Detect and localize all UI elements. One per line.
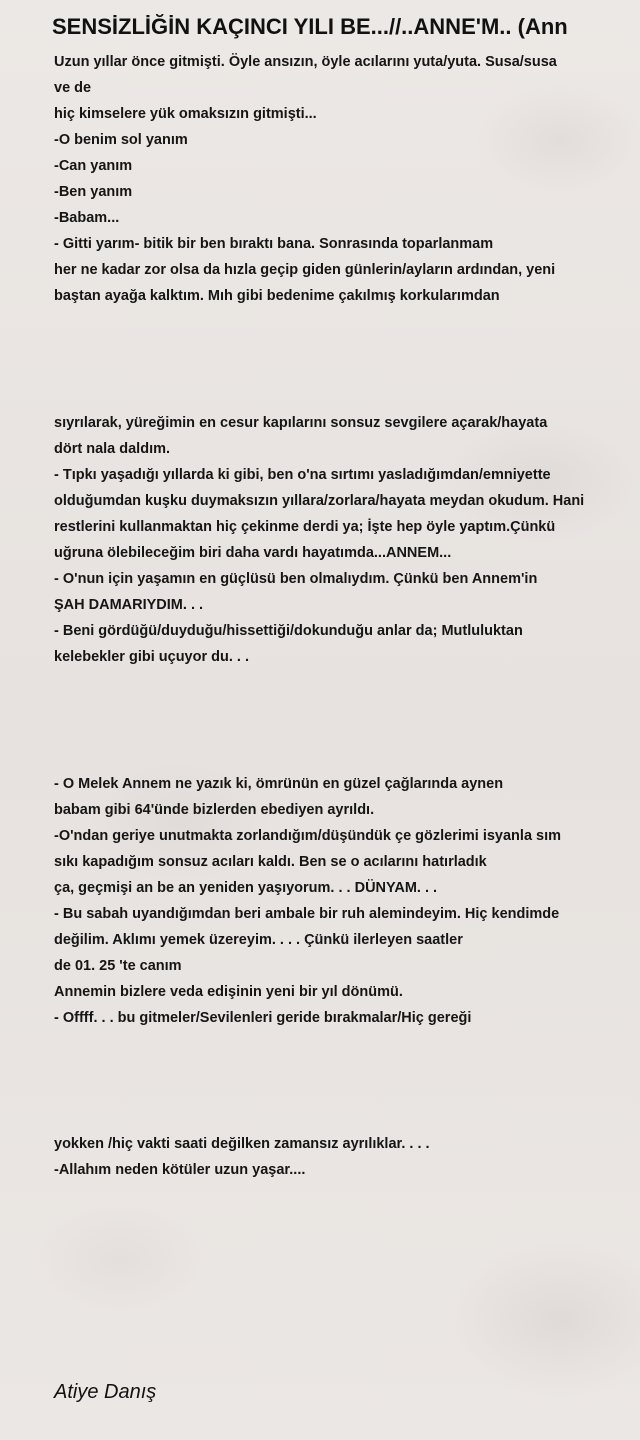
- poem-line: - Beni gördüğü/duyduğu/hissettiği/dokunduğu anlar da; Mutluluktan: [54, 623, 523, 639]
- poem-line: ça, geçmişi an be an yeniden yaşıyorum. . . DÜNYAM. . .: [54, 880, 438, 896]
- poem-line: ve de: [54, 80, 92, 96]
- stanza-1: [54, 49, 640, 309]
- poem-line: ŞAH DAMARIYDIM. . .: [54, 597, 204, 613]
- poem-line: -O'ndan geriye unutmakta zorlandığım/düşündük çe gözlerimi isyanla sım: [54, 828, 562, 844]
- poem-line: -Ben yanım: [54, 184, 133, 200]
- poem-line: uğruna ölebileceğim biri daha vardı hayatımda...ANNEM...: [54, 545, 452, 561]
- poem-line: - O Melek Annem ne yazık ki, ömrünün en güzel çağlarında aynen: [54, 776, 504, 792]
- poem-line: yokken /hiç vakti saati değilken zamansız ayrılıklar. . . .: [54, 1136, 430, 1152]
- stanza-2: [54, 410, 640, 670]
- poem-line: - Offff. . . bu gitmeler/Sevilenleri geride bırakmalar/Hiç gereği: [54, 1010, 472, 1026]
- poem-line: Uzun yıllar önce gitmişti. Öyle ansızın, öyle acılarını yuta/yuta. Susa/susa: [54, 54, 557, 70]
- poem-line: - O'nun için yaşamın en güçlüsü ben olmalıydım. Çünkü ben Annem'in: [54, 571, 538, 587]
- poem-line: Annemin bizlere veda edişinin yeni bir yıl dönümü.: [54, 984, 403, 1000]
- poem-line: de 01. 25 'te canım: [54, 958, 182, 974]
- poem-line: -O benim sol yanım: [54, 132, 188, 148]
- poem-line: -Allahım neden kötüler uzun yaşar....: [54, 1162, 306, 1178]
- poem-line: restlerini kullanmaktan hiç çekinme derdi ya; İşte hep öyle yaptım.Çünkü: [54, 519, 556, 535]
- poem-line: -Babam...: [54, 210, 120, 226]
- author-name: Atiye Danış: [54, 1381, 157, 1403]
- poem-line: baştan ayağa kalktım. Mıh gibi bedenime çakılmış korkularımdan: [54, 288, 500, 304]
- poem-title: SENSİZLİĞİN KAÇINCI YILI BE...//..ANNE'M.. (Ann: [52, 14, 568, 39]
- poem-line: -Can yanım: [54, 158, 133, 174]
- stanza-4: [54, 1131, 640, 1183]
- poem-line: - Bu sabah uyandığımdan beri ambale bir ruh alemindeyim. Hiç kendimde: [54, 906, 560, 922]
- poem-line: babam gibi 64'ünde bizlerden ebediyen ayrıldı.: [54, 802, 375, 818]
- poem-line: kelebekler gibi uçuyor du. . .: [54, 649, 249, 665]
- poem-line: sıkı kapadığım sonsuz acıları kaldı. Ben se o acılarını hatırladık: [54, 854, 487, 870]
- poem-line: dört nala daldım.: [54, 441, 171, 457]
- poem-line: - Gitti yarım- bitik bir ben bıraktı bana. Sonrasında toparlanmam: [54, 236, 494, 252]
- poem-line: sıyrılarak, yüreğimin en cesur kapılarını sonsuz sevgilere açarak/hayata: [54, 415, 548, 431]
- stanza-3: [54, 771, 640, 1031]
- poem-line: olduğumdan kuşku duymaksızın yıllara/zorlara/hayata meydan okudum. Hani: [54, 493, 585, 509]
- poem-line: değilim. Aklımı yemek üzereyim. . . . Çünkü ilerleyen saatler: [54, 932, 463, 948]
- poem-line: hiç kimselere yük omaksızın gitmişti...: [54, 106, 317, 122]
- poem-line: - Tıpkı yaşadığı yıllarda ki gibi, ben o'na sırtımı yasladığımdan/emniyette: [54, 467, 551, 483]
- poem-line: her ne kadar zor olsa da hızla geçip giden günlerin/ayların ardından, yeni: [54, 262, 556, 278]
